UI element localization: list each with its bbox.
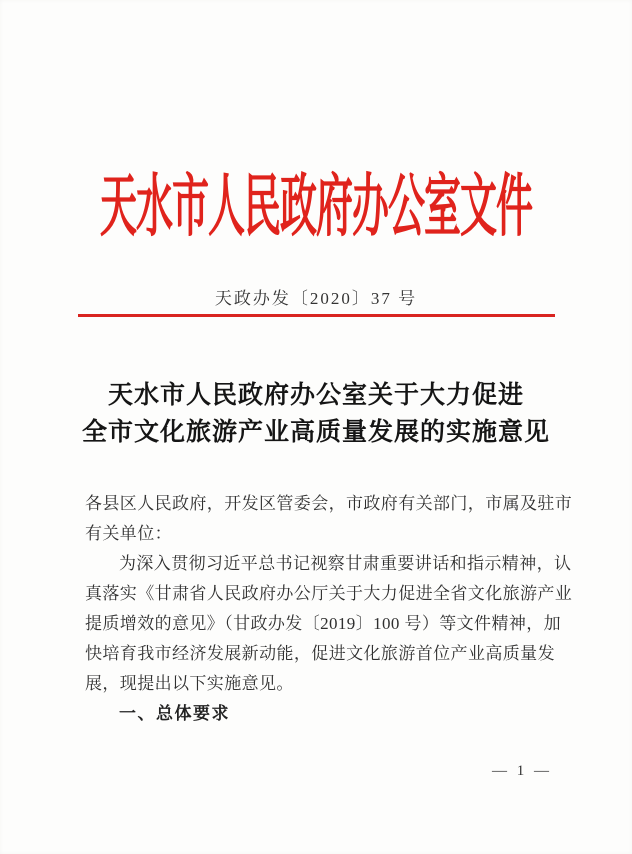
org-header-title: 天水市人民政府办公室文件 xyxy=(100,170,532,247)
document-title xyxy=(0,377,632,451)
red-divider-line xyxy=(78,314,555,317)
paragraph-line: 提质增效的意见》（甘政办发〔2019〕100 号）等文件精神，加 xyxy=(85,614,562,633)
document-header xyxy=(0,163,632,247)
document-number: 天政办发〔2020〕37 号 xyxy=(214,289,418,308)
paragraph-line: 真落实《甘肃省人民政府办公厅关于大力促进全省文化旅游产业 xyxy=(85,584,573,603)
document-title-line2: 全市文化旅游产业高质量发展的实施意见 xyxy=(81,419,550,446)
paragraph-line: 快培育我市经济发展新动能，促进文化旅游首位产业高质量发 xyxy=(85,644,555,663)
paragraph-line: 展，现提出以下实施意见。 xyxy=(85,674,294,693)
document-body xyxy=(85,489,573,729)
section-heading: 一、总体要求 xyxy=(119,704,230,723)
document-title-line1: 天水市人民政府办公室关于大力促进 xyxy=(107,382,524,409)
salutation-line: 有关单位： xyxy=(85,524,172,543)
salutation-line: 各县区人民政府，开发区管委会，市政府有关部门，市属及驻市 xyxy=(85,494,573,513)
paragraph-line: 为深入贯彻习近平总书记视察甘肃重要讲话和指示精神，认 xyxy=(119,554,572,573)
page-number: — 1 — xyxy=(492,763,552,779)
